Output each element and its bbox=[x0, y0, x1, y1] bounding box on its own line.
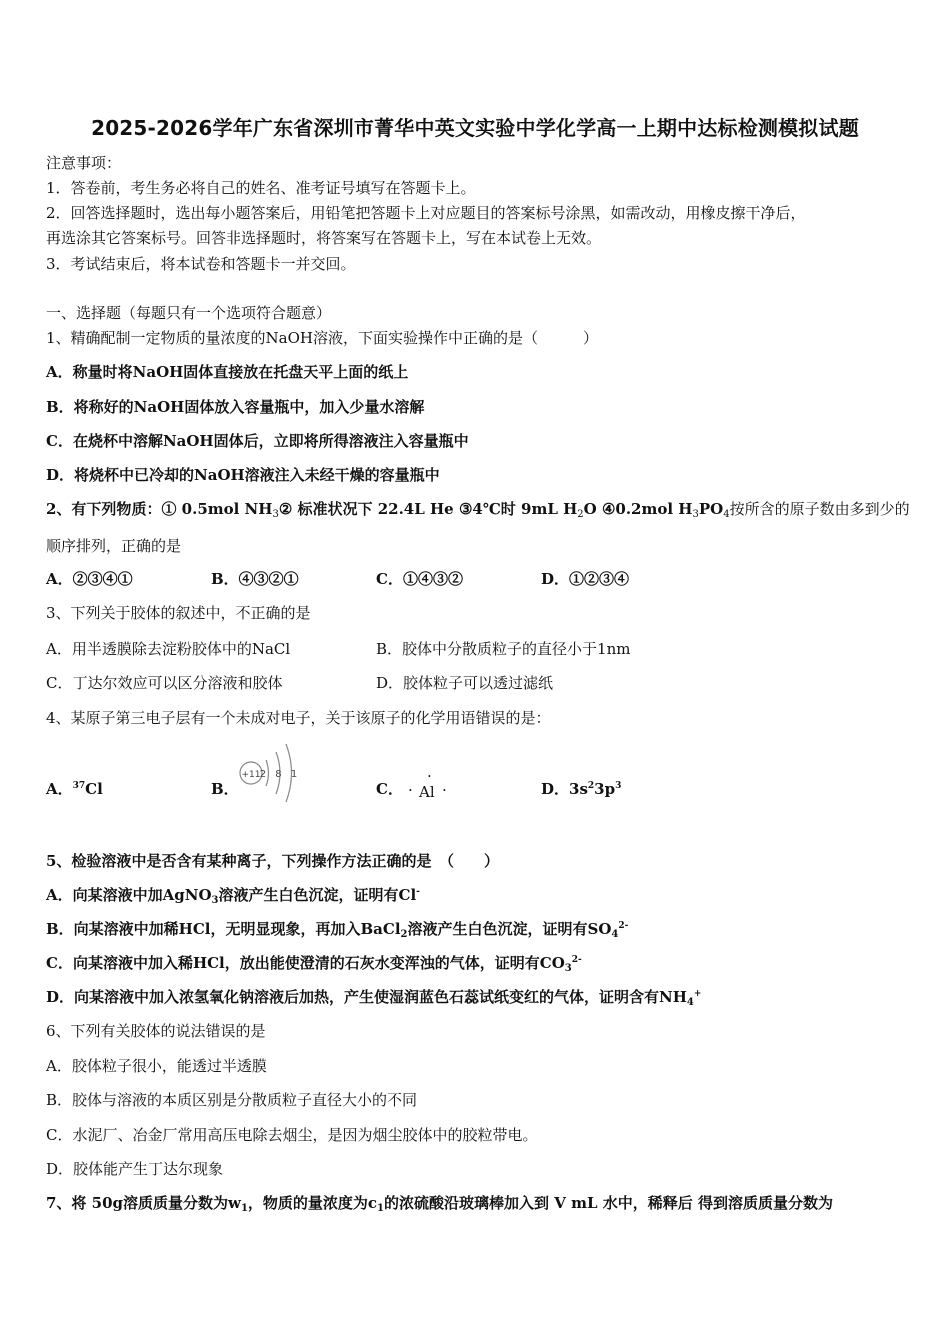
section-heading: 一、选择题（每题只有一个选项符合题意） bbox=[46, 304, 332, 322]
q4-option-a: A．$^{37}$Cl bbox=[46, 780, 103, 798]
q7-stem: 7、将 50g溶质质量分数为$w_1$，物质的量浓度为$c_1$的浓硫酸沿玻璃棒加入到 V mL 水中，稀释后 得到溶质质量分数为 bbox=[46, 1194, 833, 1214]
q1-option-d: D．将烧杯中已冷却的NaOH溶液注入未经干燥的容量瓶中 bbox=[46, 466, 440, 484]
atom-structure-diagram bbox=[238, 736, 302, 810]
q3-option-d: D．胶体粒子可以透过滤纸 bbox=[376, 674, 554, 692]
q3-option-a: A．用半透膜除去淀粉胶体中的NaCl bbox=[46, 640, 291, 658]
q4-stem: 4、某原子第三电子层有一个未成对电子，关于该原子的化学用语错误的是： bbox=[46, 709, 551, 727]
q6-option-b: B．胶体与溶液的本质区别是分散质粒子直径大小的不同 bbox=[46, 1091, 418, 1109]
q6-option-c: C．水泥厂、冶金厂常用高压电除去烟尘，是因为烟尘胶体中的胶粒带电。 bbox=[46, 1126, 538, 1144]
q6-option-a: A．胶体粒子很小，能透过半透膜 bbox=[46, 1057, 267, 1075]
nucleus-charge: +11 bbox=[241, 770, 261, 780]
notice-item-1: 1．答卷前，考生务必将自己的姓名、准考证号填写在答题卡上。 bbox=[46, 179, 476, 197]
q2-option-c: C．①④③② bbox=[376, 570, 463, 588]
al-symbol: Al bbox=[419, 783, 435, 801]
notice-item-3: 3．考试结束后，将本试卷和答题卡一并交回。 bbox=[46, 255, 356, 273]
q5-option-c: C．向某溶液中加入稀HCl，放出能使澄清的石灰水变浑浊的气体，证明有$CO_3^{2-}$ bbox=[46, 954, 582, 974]
notice-heading: 注意事项： bbox=[46, 154, 122, 172]
notice-item-2: 2．回答选择题时，选出每小题答案后，用铅笔把答题卡上对应题目的答案标号涂黑，如需改动，用橡皮擦干净后， bbox=[46, 204, 806, 222]
q4-option-c-label: C． bbox=[376, 780, 403, 798]
electron-dot-left: · bbox=[408, 781, 413, 799]
q4-option-b-label: B． bbox=[211, 780, 239, 798]
q6-option-d: D．胶体能产生丁达尔现象 bbox=[46, 1160, 224, 1178]
notice-item-2-cont: 再选涂其它答案标号。回答非选择题时，将答案写在答题卡上，写在本试卷上无效。 bbox=[46, 229, 602, 247]
q1-option-a: A．称量时将NaOH固体直接放在托盘天平上面的纸上 bbox=[46, 363, 409, 381]
q5-option-a: A．向某溶液中加AgNO$_3$溶液产生白色沉淀，证明有Cl- bbox=[46, 886, 420, 906]
q3-option-c: C．丁达尔效应可以区分溶液和胶体 bbox=[46, 674, 283, 692]
electron-dot-right: · bbox=[442, 781, 447, 799]
q2-option-d: D．①②③④ bbox=[541, 570, 630, 588]
q2-stem-cont: 顺序排列，正确的是 bbox=[46, 537, 182, 555]
q1-stem: 1、精确配制一定物质的量浓度的NaOH溶液，下面实验操作中正确的是（ ） bbox=[46, 329, 598, 347]
electron-dot-top: · bbox=[427, 767, 432, 785]
q4-option-d: D．$3s^23p^3$ bbox=[541, 780, 622, 798]
q1-option-b: B．将称好的NaOH固体放入容量瓶中，加入少量水溶解 bbox=[46, 398, 425, 416]
q2-stem: 2、有下列物质：① 0.5mol $NH_3②$ 标准状况下 22.4L He ③4℃时 9mL $H_2O$ ④0.2mol $H_3PO_4$按所含的原子数由多到少的 bbox=[46, 500, 910, 520]
q1-option-c: C．在烧杯中溶解NaOH固体后，立即将所得溶液注入容量瓶中 bbox=[46, 432, 469, 450]
page-title: 2025-2026学年广东省深圳市菁华中英文实验中学化学高一上期中达标检测模拟试题 bbox=[91, 116, 859, 140]
q6-stem: 6、下列有关胶体的说法错误的是 bbox=[46, 1022, 266, 1040]
q5-option-b: B．向某溶液中加稀HCl，无明显现象，再加入BaCl$_2$溶液产生白色沉淀，证明有$SO_4^{2-}$ bbox=[46, 920, 629, 940]
q2-option-b: B．④③②① bbox=[211, 570, 299, 588]
q3-option-b: B．胶体中分散质粒子的直径小于1nm bbox=[376, 640, 631, 658]
shell-electrons: 2 8 1 bbox=[259, 769, 301, 780]
q5-stem: 5、检验溶液中是否含有某种离子，下列操作方法正确的是 （ ） bbox=[46, 852, 499, 870]
q3-stem: 3、下列关于胶体的叙述中，不正确的是 bbox=[46, 604, 311, 622]
q5-option-d: D．向某溶液中加入浓氢氧化钠溶液后加热，产生使湿润蓝色石蕊试纸变红的气体，证明含有$NH_4^+$ bbox=[46, 988, 702, 1008]
q2-option-a: A．②③④① bbox=[46, 570, 133, 588]
